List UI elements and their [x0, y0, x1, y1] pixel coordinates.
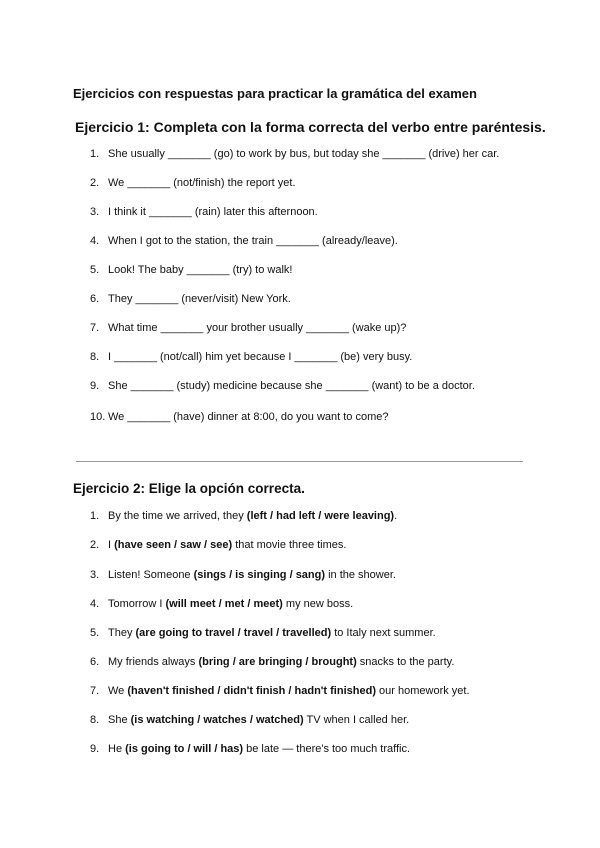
- exercise-1-item: [90, 293, 291, 305]
- item-number: 4.: [90, 598, 100, 610]
- item-options: (bring / are bringing / brought): [198, 656, 357, 668]
- item-text-after: to Italy next summer.: [331, 627, 436, 639]
- item-text-before: I: [108, 539, 115, 551]
- item-text: I _______ (not/call) him yet because I _______ (be) very busy.: [108, 351, 413, 363]
- exercise-2-item: [90, 627, 436, 639]
- item-number: 9.: [90, 743, 100, 755]
- item-text-before: Listen! Someone: [108, 569, 194, 581]
- item-text-after: my new boss.: [282, 598, 354, 610]
- item-number: 2.: [90, 177, 100, 189]
- item-number: 1.: [90, 148, 100, 160]
- item-options: (is going to / will / has): [125, 743, 244, 755]
- item-options: (is watching / watches / watched): [130, 714, 304, 726]
- section-divider: [76, 461, 523, 462]
- item-text-before: He: [108, 743, 126, 755]
- document-title: Ejercicios con respuestas para practicar la gramática del examen: [73, 86, 477, 101]
- item-text-before: We: [108, 685, 128, 697]
- exercise-1-item: [90, 351, 412, 363]
- exercise-1-item: [90, 235, 398, 247]
- item-number: 3.: [90, 569, 100, 581]
- exercise-2-item: [90, 539, 346, 551]
- exercise-1-item: [90, 177, 296, 189]
- item-text: When I got to the station, the train _______ (already/leave).: [108, 235, 398, 247]
- item-text-after: be late — there's too much traffic.: [243, 743, 411, 755]
- exercise-2-item: [90, 569, 396, 581]
- item-options: (haven't finished / didn't finish / hadn't finished): [127, 685, 376, 697]
- item-text-before: They: [108, 627, 136, 639]
- item-number: 6.: [90, 293, 100, 305]
- item-text: They _______ (never/visit) New York.: [108, 293, 291, 305]
- item-number: 2.: [90, 539, 100, 551]
- exercise-1-item: [90, 206, 318, 218]
- item-text: She _______ (study) medicine because she _______ (want) to be a doctor.: [108, 380, 475, 392]
- item-text: We _______ (have) dinner at 8:00, do you want to come?: [108, 411, 389, 423]
- item-number: 4.: [90, 235, 100, 247]
- item-number: 10.: [90, 411, 106, 423]
- item-text: What time _______ your brother usually _______ (wake up)?: [108, 322, 407, 334]
- item-text-before: By the time we arrived, they: [108, 510, 247, 522]
- item-number: 8.: [90, 714, 100, 726]
- exercise-1-heading: Ejercicio 1: Completa con la forma correcta del verbo entre paréntesis.: [75, 119, 546, 135]
- exercise-2-item: [90, 656, 454, 668]
- item-number: 7.: [90, 685, 100, 697]
- item-text: We _______ (not/finish) the report yet.: [108, 177, 296, 189]
- item-text-after: in the shower.: [325, 569, 396, 581]
- item-options: (left / had left / were leaving): [246, 510, 395, 522]
- item-text-after: our homework yet.: [375, 685, 470, 697]
- exercise-2-item: [90, 685, 470, 697]
- item-text: I think it _______ (rain) later this afternoon.: [108, 206, 318, 218]
- exercise-2-item: [90, 743, 410, 755]
- item-options: (will meet / met / meet): [165, 598, 283, 610]
- item-text-after: that movie three times.: [232, 539, 347, 551]
- item-text: Look! The baby _______ (try) to walk!: [108, 264, 293, 276]
- item-text-after: snacks to the party.: [356, 656, 455, 668]
- exercise-2-item: [90, 510, 397, 522]
- item-options: (have seen / saw / see): [114, 539, 233, 551]
- item-number: 5.: [90, 627, 100, 639]
- exercise-1-item: [90, 322, 406, 334]
- item-text-after: .: [394, 510, 398, 522]
- exercise-1-item: [90, 411, 388, 423]
- item-options: (sings / is singing / sang): [193, 569, 326, 581]
- item-number: 6.: [90, 656, 100, 668]
- item-number: 1.: [90, 510, 100, 522]
- item-text-before: My friends always: [108, 656, 199, 668]
- item-number: 8.: [90, 351, 100, 363]
- exercise-2-item: [90, 714, 409, 726]
- exercise-2-item: [90, 598, 353, 610]
- exercise-1-item: [90, 148, 499, 160]
- exercise-2-heading: Ejercicio 2: Elige la opción correcta.: [73, 481, 305, 496]
- item-options: (are going to travel / travel / travelled): [135, 627, 332, 639]
- exercise-1-item: [90, 380, 475, 392]
- exercise-1-item: [90, 264, 292, 276]
- item-text-after: TV when I called her.: [303, 714, 410, 726]
- item-text-before: Tomorrow I: [108, 598, 166, 610]
- item-text-before: She: [108, 714, 131, 726]
- item-number: 7.: [90, 322, 100, 334]
- item-number: 3.: [90, 206, 100, 218]
- item-text: She usually _______ (go) to work by bus, but today she _______ (drive) her car.: [108, 148, 500, 160]
- item-number: 5.: [90, 264, 100, 276]
- item-number: 9.: [90, 380, 100, 392]
